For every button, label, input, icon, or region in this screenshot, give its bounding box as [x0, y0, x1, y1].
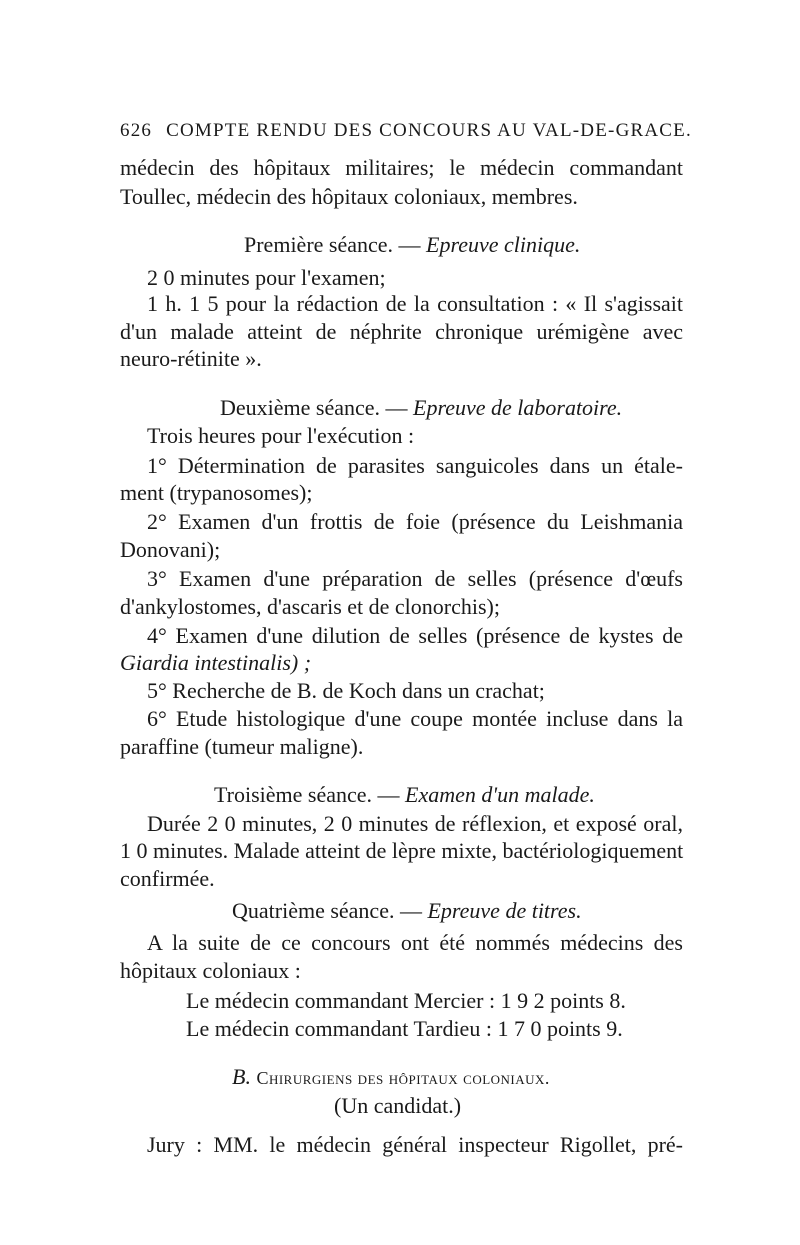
text-line: 3° Examen d'une préparation de selles (présence d'œufs [147, 566, 683, 591]
text-line: 1 0 minutes. Malade atteint de lèpre mixte, bactériologiquement [120, 838, 684, 863]
text-line: Giardia intestinalis) ; [120, 650, 312, 675]
page-number: 626 [120, 120, 153, 141]
text-line: 1 h. 1 5 pour la rédaction de la consultation : « Il s'agissait [147, 291, 683, 316]
text-line: neuro-rétinite ». [120, 346, 262, 371]
running-title: COMPTE RENDU DES CONCOURS AU VAL-DE-GRACE. [166, 120, 692, 141]
text-line: 6° Etude histologique d'une coupe montée incluse dans la [147, 706, 683, 731]
text-line: Jury : MM. le médecin général inspecteur Rigollet, pré- [147, 1132, 683, 1157]
text-line: Toullec, médecin des hôpitaux coloniaux, membres. [120, 184, 578, 209]
text-line: hôpitaux coloniaux : [120, 958, 301, 983]
text-line: ment (trypanosomes); [120, 480, 313, 505]
text-line: d'ankylostomes, d'ascaris et de clonorchis); [120, 594, 500, 619]
text-line: Trois heures pour l'exécution : [147, 423, 415, 448]
text-line: confirmée. [120, 866, 215, 891]
text-line: médecin des hôpitaux militaires; le médecin commandant [120, 155, 683, 180]
text-line: d'un malade atteint de néphrite chronique urémigène avec [120, 319, 683, 344]
text-line: A la suite de ce concours ont été nommés médecins des [147, 930, 683, 955]
text-line: 5° Recherche de B. de Koch dans un crachat; [147, 678, 545, 703]
section-heading-3: Troisième séance. — Examen d'un malade. [214, 782, 595, 807]
text-line: Donovani); [120, 537, 221, 562]
text-line: 2 0 minutes pour l'examen; [147, 265, 386, 290]
nominee-line-1: Le médecin commandant Mercier : 1 9 2 points 8. [186, 988, 626, 1013]
text-line: Durée 2 0 minutes, 2 0 minutes de réflexion, et exposé oral, [147, 811, 683, 836]
text-line: paraffine (tumeur maligne). [120, 734, 364, 759]
nominee-line-2: Le médecin commandant Tardieu : 1 7 0 points 9. [186, 1016, 623, 1041]
section-heading-2: Deuxième séance. — Epreuve de laboratoire. [220, 395, 623, 420]
text-line: 1° Détermination de parasites sanguicoles dans un étale- [147, 453, 683, 478]
text-line: 4° Examen d'une dilution de selles (présence de kystes de [147, 623, 683, 648]
running-header [120, 120, 692, 142]
section-heading-1: Première séance. — Epreuve clinique. [244, 232, 581, 257]
section-heading-b: B. Chirurgiens des hôpitaux coloniaux. [232, 1064, 550, 1089]
text-line: 2° Examen d'un frottis de foie (présence du Leishmania [147, 509, 683, 534]
section-heading-4: Quatrième séance. — Epreuve de titres. [232, 898, 582, 923]
text-line: (Un candidat.) [334, 1093, 462, 1118]
